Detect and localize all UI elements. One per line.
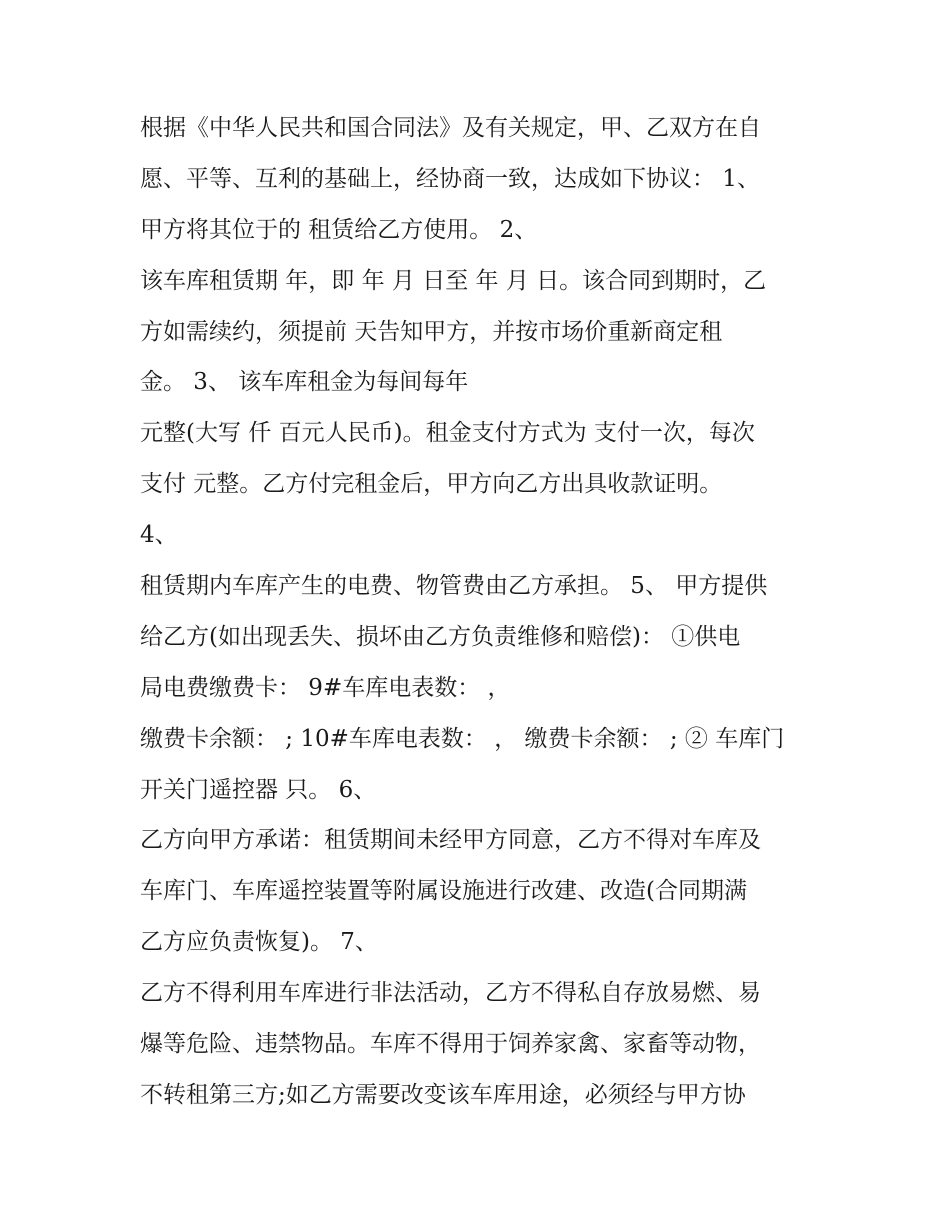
text-line: 爆等危险、违禁物品。车库不得用于饲养家禽、家畜等动物， <box>140 1031 761 1058</box>
text-line: 车库门、车库遥控装置等附属设施进行改建、改造(合同期满 <box>140 878 747 905</box>
text-line: 给乙方(如出现丢失、损坏由乙方负责维修和赔偿)： ①供电 <box>140 623 741 650</box>
text-line: 局电费缴费卡： 9#车库电表数： ， <box>140 674 511 701</box>
text-line: 方如需续约，须提前 天告知甲方，并按市场价重新商定租 <box>140 318 723 345</box>
text-line: 缴费卡余额： ; 10#车库电表数： ， 缴费卡余额： ; ② 车库门 <box>140 725 785 752</box>
text-line: 愿、平等、互利的基础上，经协商一致，达成如下协议： 1、 <box>140 165 760 192</box>
text-line: 乙方向甲方承诺：租赁期间未经甲方同意，乙方不得对车库及 <box>140 827 761 854</box>
text-line: 不转租第三方;如乙方需要改变该车库用途，必须经与甲方协 <box>140 1081 746 1108</box>
text-line: 支付 元整。乙方付完租金后，甲方向乙方出具收款证明。 <box>140 471 723 498</box>
text-line: 甲方将其位于的 租赁给乙方使用。 2、 <box>140 216 538 243</box>
text-line: 根据《中华人民共和国合同法》及有关规定，甲、乙双方在自 <box>140 115 761 141</box>
text-line: 租赁期内车库产生的电费、物管费由乙方承担。 5、 甲方提供 <box>140 573 768 600</box>
text-line: 元整(大写 仟 百元人民币)。租金支付方式为 支付一次，每次 <box>140 420 755 447</box>
text-line: 该车库租赁期 年，即 年 月 日至 年 月 日。该合同到期时，乙 <box>140 267 767 294</box>
text-line: 开关门遥控器 只。 6、 <box>140 776 377 803</box>
text-line: 乙方不得利用车库进行非法活动，乙方不得私自存放易燃、易 <box>140 980 761 1007</box>
contract-text <box>140 103 830 1121</box>
text-line: 金。 3、 该车库租金为每间每年 <box>140 369 469 396</box>
text-line: 4、 <box>140 522 178 549</box>
text-line: 乙方应负责恢复)。 7、 <box>140 929 378 956</box>
